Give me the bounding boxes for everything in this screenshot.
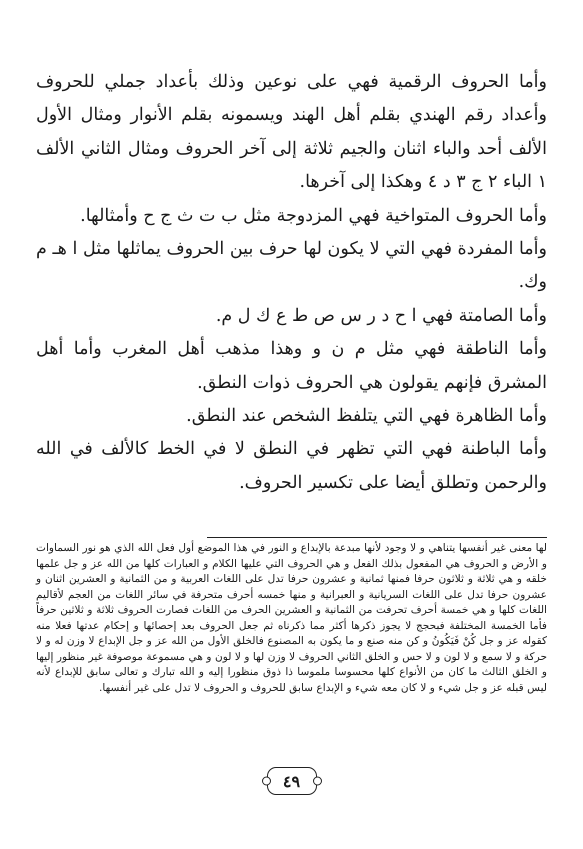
paragraph-hidden-letters: وأما الباطنة فهي التي تظهر في النطق لا في الخط كالألف في الله والرحمن وتطلق أيضا على تكسير الحروف. (36, 439, 547, 493)
footnote-text: لها معنى غير أنفسها يتناهي و لا وجود لأنها مبدعة بالإبداع و النور في هذا الموضع أول فعل الله الذي هو نور السماوات و الأرض و الحروف هي المفعول بذلك الفعل و هي الحروف التي عليها الكلام و العبارات كلها من الله عز و جل علمها خلقه و هي ثلاثة و ثلاثون حرفا فمنها ثمانية و عشرون حرفا تدل على اللغات العربية و من الثمانية و العشرين اثنان و عشرون حرفا تدل على اللغات السريانية و العبرانية و منها خمسه أحرف متحرفة في سائر اللغات من العجم لأقاليم اللغات كلها و هي خمسة أحرف تحرفت من الثمانية و العشرين الحرف من اللغات فصارت الحروف ثلاثة و ثلاثين حرفاً فأما الخمسة المختلفة فبحجج لا يجوز ذكرها أكثر مما ذكرناه ثم جعل الحروف بعد إحصائها و إحكام عدتها فعلا منه كقوله عز و جل كُنْ فَيَكُونُ و كن منه صنع و ما يكون به المصنوع فالخلق الأول من الله عز و جل الإبداع لا وزن له و لا حركة و لا سمع و لا لون و لا حس و الخلق الثاني الحروف لا وزن لها و لا لون و هي مسموعة موصوفة غير منظور إليها و الخلق الثالث ما كان من الأنواع كلها محسوسا ملموسا ذا ذوق منظورا إليه و الله تبارك و تعالى سابق للإبداع لأنه ليس قبله عز و جل شيء و لا كان معه شيء و الإبداع سابق للحروف و الحروف لا تدل على غير أنفسها. (36, 542, 547, 694)
paragraph-single-letters: وأما المفردة فهي التي لا يكون لها حرف بين الحروف يماثلها مثل ا هـ م وك. (36, 239, 547, 293)
paragraph-numeric-letters: وأما الحروف الرقمية فهي على نوعين وذلك بأعداد جملي للحروف وأعداد رقم الهندي بقلم أهل الهند ويسمونه بقلم الأنوار ومثال الأول الألف أحد والباء اثنان والجيم ثلاثة إلى آخر الحروف ومثال الثاني الألف ١ الباء ٢ ج ٣ د ٤ وهكذا إلى آخرها. (36, 72, 547, 193)
main-text (36, 66, 547, 500)
paragraph-silent-letters: وأما الصامتة فهي ا ح د ر س ص ط ع ك ل م. (215, 305, 547, 326)
page-number-text: ٤٩ (282, 771, 301, 791)
paragraph-paired-letters: وأما الحروف المتواخية فهي المزدوجة مثل ب ت ث ج ح وأمثالها. (80, 205, 547, 226)
page-number (267, 767, 317, 795)
paragraph-spoken-letters: وأما الناطقة فهي مثل م ن و وهذا مذهب أهل المغرب وأما أهل المشرق فإنهم يقولون هي الحروف ذوات النطق. (36, 339, 547, 393)
footnote (36, 541, 547, 696)
footnote-separator (207, 537, 547, 538)
paragraph-apparent-letters: وأما الظاهرة فهي التي يتلفظ الشخص عند النطق. (186, 406, 547, 427)
